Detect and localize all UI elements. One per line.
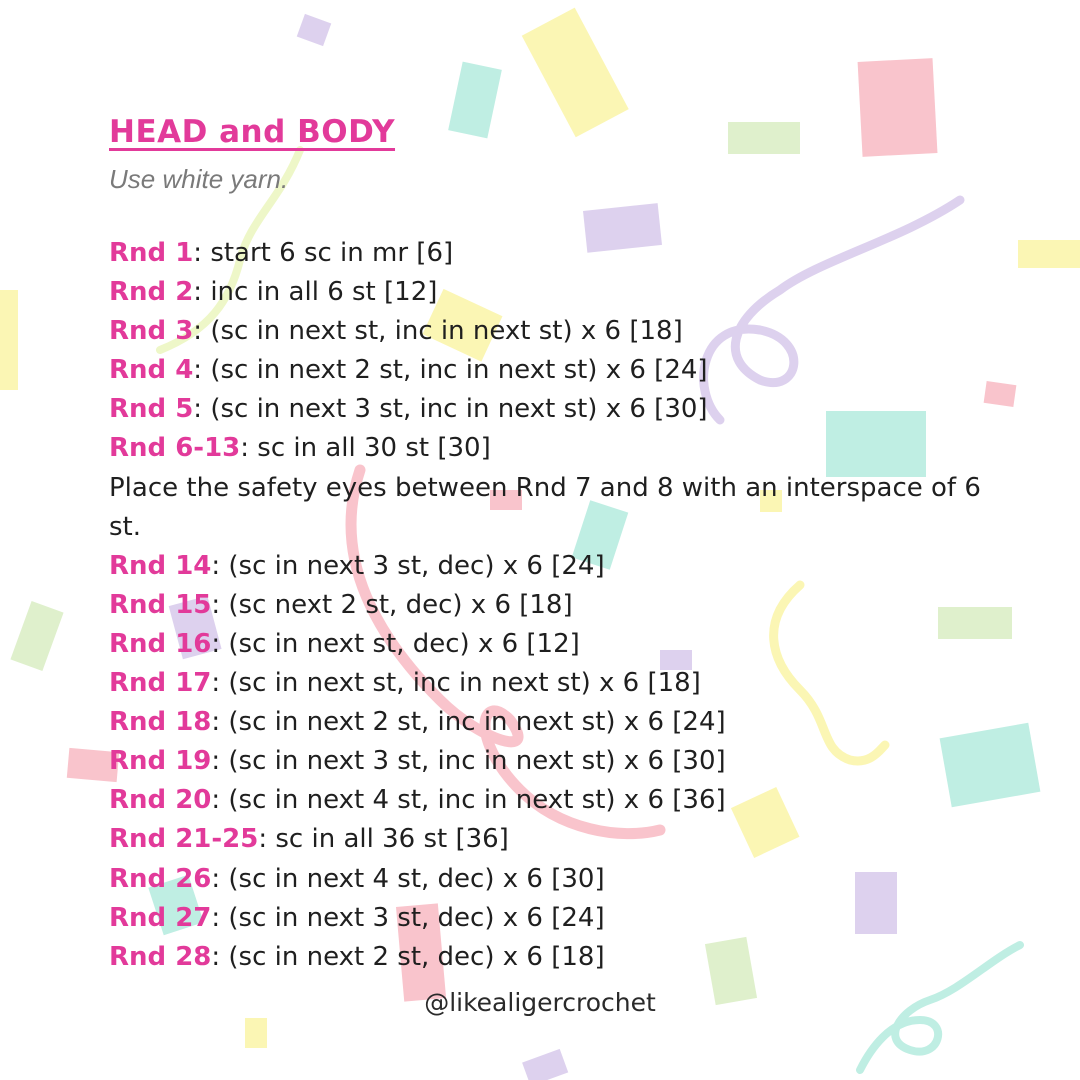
round-label: Rnd 16 <box>109 628 212 659</box>
round-row <box>109 273 1009 312</box>
confetti-piece <box>522 1049 568 1080</box>
round-row <box>109 860 1009 899</box>
round-instruction: Place the safety eyes between Rnd 7 and 8 with an interspace of 6 st. <box>109 472 981 542</box>
round-instruction: : (sc in next st, dec) x 6 [12] <box>211 628 580 659</box>
round-instruction: : (sc in next 3 st, dec) x 6 [24] <box>211 902 605 933</box>
round-label: Rnd 15 <box>109 589 212 620</box>
credit-handle: @likealigercrochet <box>424 988 656 1017</box>
confetti-piece <box>245 1018 267 1048</box>
round-label: Rnd 5 <box>109 394 194 425</box>
round-label: Rnd 20 <box>109 785 212 816</box>
round-instruction: : (sc in next st, inc in next st) x 6 [18] <box>193 316 683 347</box>
round-label: Rnd 2 <box>109 277 194 308</box>
round-instruction: : sc in all 30 st [30] <box>240 433 491 464</box>
instruction-note <box>109 469 989 547</box>
round-label: Rnd 3 <box>109 316 194 347</box>
round-instruction: : (sc in next 2 st, dec) x 6 [18] <box>211 941 605 972</box>
round-row <box>109 899 1009 938</box>
round-label: Rnd 4 <box>109 355 194 386</box>
confetti-piece <box>0 290 18 390</box>
round-row <box>109 781 1009 820</box>
round-instruction: : inc in all 6 st [12] <box>193 277 438 308</box>
round-label: Rnd 27 <box>109 902 212 933</box>
confetti-piece <box>1018 240 1080 268</box>
round-instruction: : start 6 sc in mr [6] <box>193 238 454 268</box>
round-label: Rnd 17 <box>109 668 212 699</box>
round-instruction: : (sc in next 2 st, inc in next st) x 6 [24] <box>211 707 726 738</box>
round-row <box>109 547 1009 586</box>
round-instruction: : (sc in next 4 st, dec) x 6 [30] <box>211 863 605 894</box>
round-row <box>109 390 1009 429</box>
round-row <box>109 664 1009 703</box>
round-instruction: : (sc in next 3 st, dec) x 6 [24] <box>211 550 605 581</box>
round-instruction: : (sc in next 4 st, inc in next st) x 6 [36] <box>211 785 726 816</box>
round-row <box>109 234 1009 273</box>
round-label: Rnd 28 <box>109 941 212 972</box>
pattern-content <box>109 112 1009 977</box>
round-row <box>109 312 1009 351</box>
round-row <box>109 351 1009 390</box>
round-label: Rnd 21-25 <box>109 824 259 855</box>
round-label: Rnd 18 <box>109 707 212 738</box>
round-instruction: : (sc in next st, inc in next st) x 6 [18] <box>211 668 701 699</box>
round-row <box>109 703 1009 742</box>
round-row <box>109 742 1009 781</box>
round-label: Rnd 26 <box>109 863 212 894</box>
round-label: Rnd 14 <box>109 550 212 581</box>
round-label: Rnd 6-13 <box>109 433 241 464</box>
round-row <box>109 586 1009 625</box>
round-label: Rnd 1 <box>109 238 194 268</box>
round-list <box>109 234 1009 977</box>
round-instruction: : (sc in next 2 st, inc in next st) x 6 [24] <box>193 355 708 386</box>
section-subtitle: Use white yarn. <box>109 164 289 194</box>
section-title: HEAD and BODY <box>109 114 396 150</box>
round-instruction: : (sc in next 3 st, inc in next st) x 6 [30] <box>211 746 726 777</box>
round-row <box>109 938 1009 977</box>
round-label: Rnd 19 <box>109 746 212 777</box>
round-instruction: : (sc next 2 st, dec) x 6 [18] <box>211 589 573 620</box>
confetti-piece <box>10 601 63 671</box>
round-instruction: : (sc in next 3 st, inc in next st) x 6 [30] <box>193 394 708 425</box>
round-row <box>109 820 1009 859</box>
round-row <box>109 429 1009 468</box>
confetti-piece <box>297 14 332 46</box>
round-instruction: : sc in all 36 st [36] <box>258 824 509 855</box>
round-row <box>109 625 1009 664</box>
